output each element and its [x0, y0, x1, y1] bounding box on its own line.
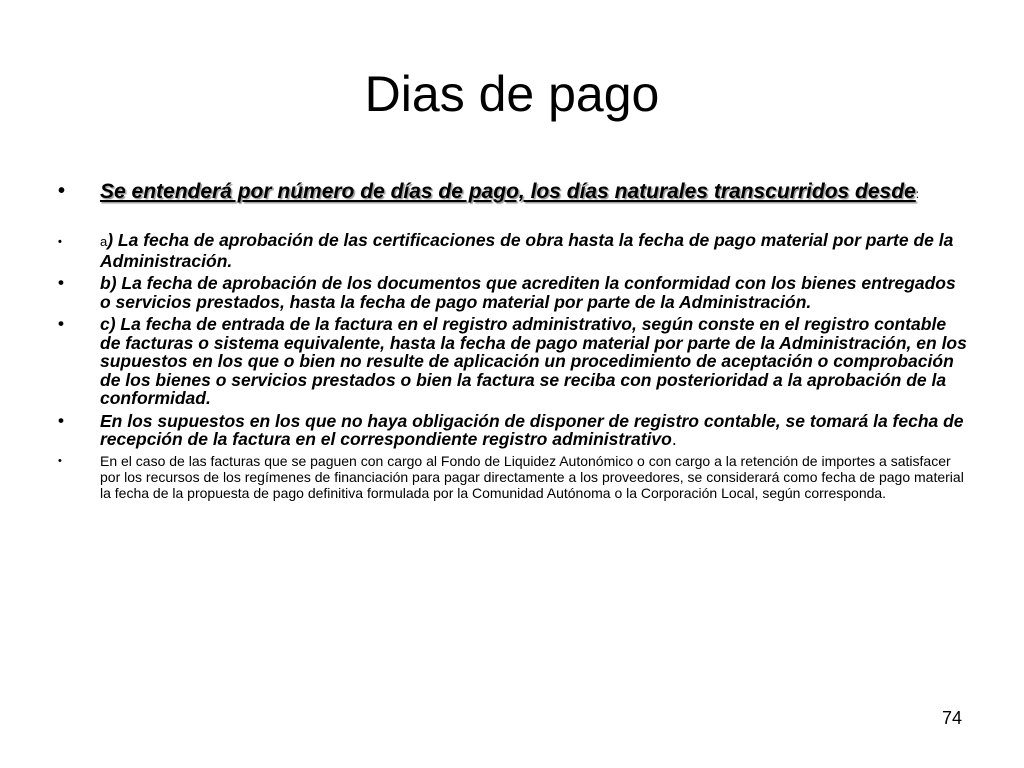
bullet-item-a: [58, 231, 970, 270]
bullet-item-d: [58, 412, 970, 449]
item-b-text: b) La fecha de aprobación de los documentos que acrediten la conformidad con los bienes entregados o servicios prestados, hasta la fecha de pago material por parte de la Administración.: [100, 273, 956, 312]
bullet-dot-icon: •: [58, 236, 62, 248]
slide-title: Dias de pago: [364, 66, 660, 122]
bullet-item-b: [58, 274, 970, 311]
bullet-intro: [58, 181, 970, 205]
item-d-period: .: [671, 429, 677, 449]
intro-text: Se entenderá por número de días de pago, los días naturales transcurridos desde: [100, 180, 916, 203]
bullet-dot-icon: •: [58, 454, 62, 467]
intro-colon: :: [915, 187, 920, 201]
item-c-text: c) La fecha de entrada de la factura en el registro administrativo, según conste en el registro contable de facturas o sistema equivalente, hasta la fecha de pago material por parte de la Administración, en los supuestos en los que o bien no resulte de aplicación un procedimiento de aceptación o comprobación de los bienes o servicios prestados o bien la factura se reciba con posterioridad a la aprobación de la conformidad.: [100, 314, 967, 408]
bullet-dot-icon: •: [58, 314, 64, 333]
item-a-letter: a: [100, 234, 108, 249]
bullet-item-c: [58, 315, 970, 408]
bullet-item-e: [58, 453, 970, 501]
item-e-text: En el caso de las facturas que se paguen con cargo al Fondo de Liquidez Autonómico o con cargo a la retención de importes a satisfacer por los recursos de los regímenes de financiación para pagar directamente a los proveedores, se considerará como fecha de pago material la fecha de la propuesta de pago definitiva formulada por la Comunidad Autónoma o la Corporación Local, según corresponda.: [100, 452, 964, 501]
item-a-text: ) La fecha de aprobación de las certificaciones de obra hasta la fecha de pago material por parte de la Administración.: [100, 230, 954, 271]
bullet-dot-icon: •: [58, 180, 66, 202]
bullet-list: [58, 181, 970, 501]
bullet-dot-icon: •: [58, 410, 64, 430]
bullet-dot-icon: •: [58, 273, 64, 292]
item-d-text: En los supuestos en los que no haya obligación de disponer de registro contable, se tomará la fecha de recepción de la factura en el correspondiente registro administrativo: [100, 410, 964, 449]
page-number: 74: [941, 708, 962, 728]
